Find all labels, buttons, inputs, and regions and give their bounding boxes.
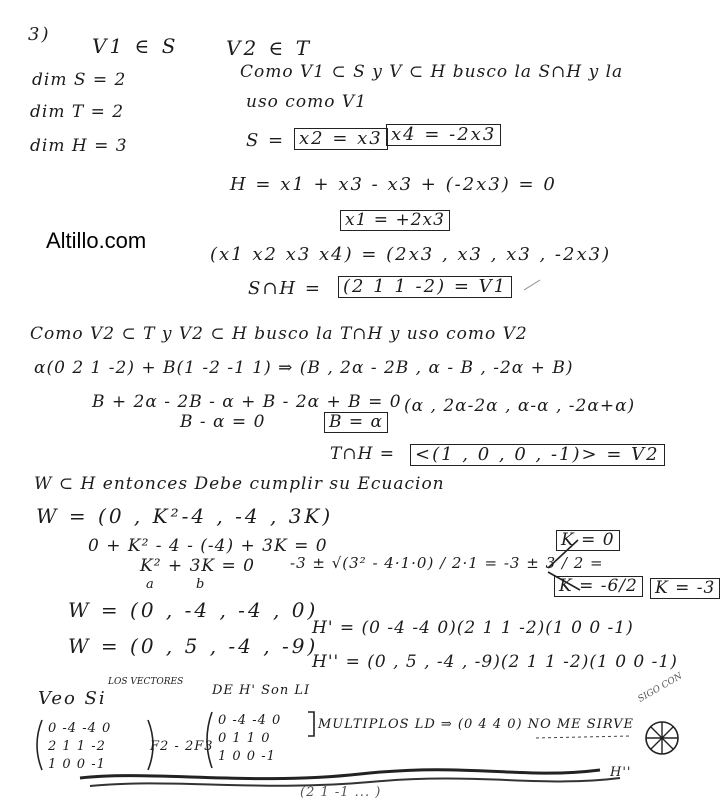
k-solution-3: K = -3 — [650, 578, 720, 599]
tnh-label: T∩H = — [330, 444, 396, 464]
watermark: Altillo.com — [46, 228, 147, 253]
matrix-2-row-1: 0 -4 -4 0 — [218, 713, 282, 728]
matrix-2-row-3: 1 0 0 -1 — [218, 749, 276, 764]
w-second: W = (0 , 5 , -4 , -9) — [68, 634, 319, 658]
x1-result: x1 = +2x3 — [340, 210, 450, 231]
s-equation-2: x4 = -2x3 — [386, 124, 501, 146]
matrix-1-row-2: 2 1 1 -2 — [48, 739, 106, 754]
matrix-1-row-3: 1 0 0 -1 — [48, 757, 106, 772]
b-equals-alpha: B = α — [324, 412, 388, 433]
dim-h: dim H = 3 — [30, 136, 128, 156]
como-v1-line: Como V1 ⊂ S y V ⊂ H busco la S∩H y la — [240, 62, 624, 82]
linear-combination: α(0 2 1 -2) + B(1 -2 -1 1) ⇒ (B , 2α - 2B , α - B , -2α + B) — [34, 358, 574, 378]
sum-line: B + 2α - 2B - α + B - 2α + B = 0 — [92, 392, 402, 412]
multiplos-note: MULTIPLOS LD ⇒ (0 4 4 0) NO ME SIRVE — [318, 717, 635, 732]
dim-s: dim S = 2 — [32, 70, 127, 90]
de-h-son-li: DE H' Son LI — [212, 683, 311, 698]
row-operation: F2 - 2F3 — [150, 739, 214, 754]
w-first: W = (0 , -4 , -4 , 0) — [68, 598, 319, 622]
k-solution-2: K = -6/2 — [554, 576, 643, 597]
sigo-con: SIGO CON — [636, 671, 685, 705]
equation-sum: 0 + K² - 4 - (-4) + 3K = 0 — [88, 536, 328, 556]
quadratic-formula: -3 ± √(3² - 4·1·0) / 2·1 = -3 ± 3 / 2 = — [290, 554, 604, 572]
problem-number: 3) — [28, 24, 51, 45]
dim-t: dim T = 2 — [30, 102, 125, 122]
v2-in-t: V2 ∈ T — [226, 36, 313, 60]
bottom-scribble: (2 1 -1 ... ) — [300, 785, 382, 800]
coef-b: b — [196, 577, 206, 592]
veo-si: Veo Si — [38, 688, 107, 709]
b-minus-alpha: B - α = 0 — [180, 412, 266, 432]
w-definition: W = (0 , K²-4 , -4 , 3K) — [36, 504, 334, 528]
uso-como-line: uso como V1 — [246, 92, 367, 112]
sum-vector: (α , 2α-2α , α-α , -2α+α) — [404, 396, 636, 416]
snh-label: S∩H = — [248, 278, 322, 299]
w-in-h-line: W ⊂ H entonces Debe cumplir su Ecuacion — [34, 474, 445, 494]
matrix-1-row-1: 0 -4 -4 0 — [48, 721, 112, 736]
h-equation: H = x1 + x3 - x3 + (-2x3) = 0 — [230, 174, 557, 195]
h-prime: H' = (0 -4 -4 0)(2 1 1 -2)(1 0 0 -1) — [312, 618, 634, 638]
coef-a: a — [146, 577, 155, 592]
s-equation-1: x2 = x3 — [294, 128, 388, 150]
h-double-prime-note: H'' — [610, 765, 632, 780]
snh-result: (2 1 1 -2) = V1 — [338, 276, 512, 298]
k-solution-1: K = 0 — [556, 530, 620, 551]
h-double-prime: H'' = (0 , 5 , -4 , -9)(2 1 1 -2)(1 0 0 -1) — [312, 652, 678, 672]
s-label: S = — [246, 130, 286, 151]
quadratic: K² + 3K = 0 — [140, 556, 255, 576]
los-vectores: LOS VECTORES — [108, 677, 184, 687]
como-v2-line: Como V2 ⊂ T y V2 ⊂ H busco la T∩H y uso como V2 — [30, 324, 528, 344]
v1-in-s: V1 ∈ S — [92, 34, 179, 58]
tnh-result: <(1 , 0 , 0 , -1)> = V2 — [410, 444, 665, 466]
matrix-2-row-2: 0 1 1 0 — [218, 731, 271, 746]
parametric-vector: (x1 x2 x3 x4) = (2x3 , x3 , x3 , -2x3) — [210, 244, 612, 265]
